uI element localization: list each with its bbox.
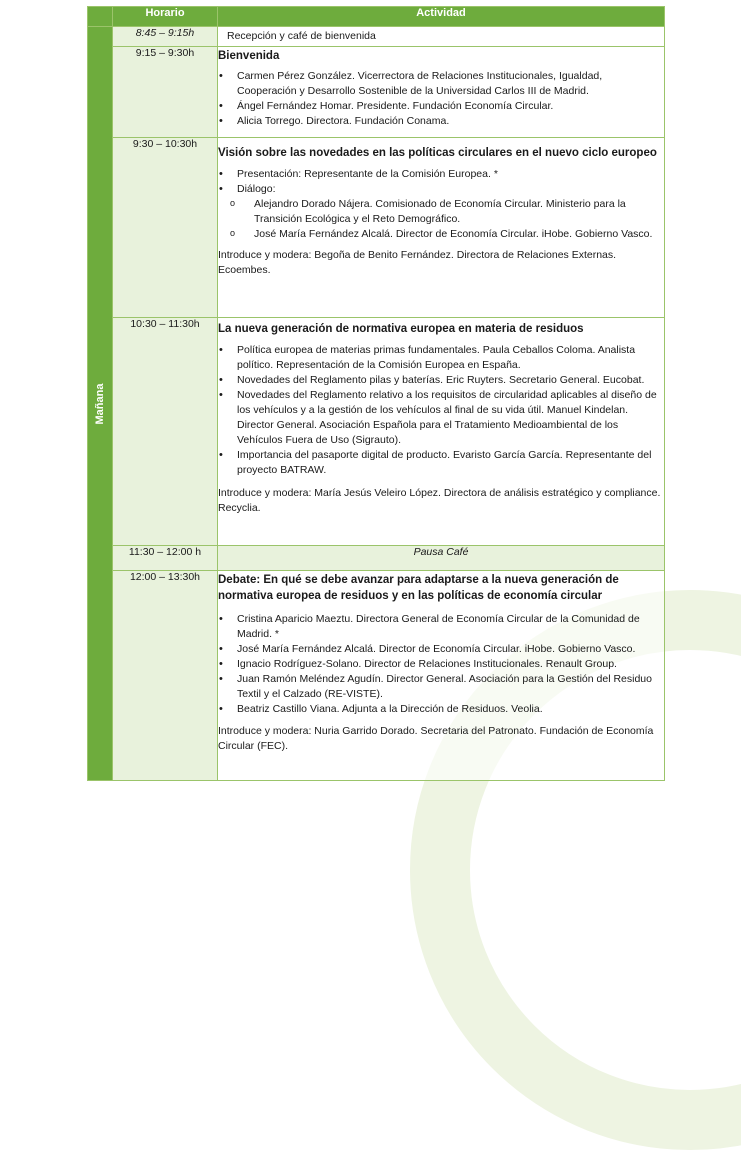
list-item xyxy=(237,182,664,242)
row-time: 11:30 – 12:00 h xyxy=(113,546,218,571)
list-item: • Ignacio Rodríguez-Solano. Director de Relaciones Institucionales. Renault Group. xyxy=(237,657,664,672)
header-row xyxy=(88,7,665,27)
session-title: Bienvenida xyxy=(218,50,280,62)
row-activity xyxy=(218,138,665,318)
moderator-line: Introduce y modera: Begoña de Benito Fernández. Directora de Relaciones Externas. Ecoembes. xyxy=(218,249,617,276)
row-time: 12:00 – 13:30h xyxy=(113,571,218,781)
list-item: • Beatriz Castillo Viana. Adjunta a la Dirección de Residuos. Veolia. xyxy=(237,702,664,717)
speaker-list xyxy=(218,69,664,129)
list-item: • Ángel Fernández Homar. Presidente. Fundación Economía Circular. xyxy=(237,99,664,114)
agenda-table xyxy=(87,6,665,781)
moderator-line: Introduce y modera: María Jesús Veleiro López. Directora de análisis estratégico y compliance. Recyclia. xyxy=(218,487,661,514)
list-item: • Carmen Pérez González. Vicerrectora de Relaciones Institucionales, Igualdad, Cooperación y Desarrollo Sostenible de la Universidad Carlos III de Madrid. xyxy=(237,69,664,99)
row-activity xyxy=(218,47,665,138)
session-label: Mañana xyxy=(94,383,106,424)
sub-list xyxy=(218,197,664,242)
session-title: Debate: En qué se debe avanzar para adaptarse a la nueva generación de normativa europea de residuos y en las políticas de economía circular xyxy=(218,574,619,602)
sub-list-item: o Alejandro Dorado Nájera. Comisionado de Economía Circular. Ministerio para la Transición Ecológica y el Reto Demográfico. xyxy=(254,197,664,227)
agenda-row xyxy=(88,27,665,47)
list-item: • Cristina Aparicio Maeztu. Directora General de Economía Circular de la Comunidad de Madrid. * xyxy=(237,612,664,642)
row-activity xyxy=(218,571,665,781)
list-item: • Presentación: Representante de la Comisión Europea. * xyxy=(237,167,664,182)
list-item: • Juan Ramón Meléndez Agudín. Director General. Asociación para la Gestión del Residuo Textil y el Calzado (RE-VISTE). xyxy=(237,672,664,702)
session-label-cell xyxy=(88,27,113,781)
row-time: 8:45 – 9:15h xyxy=(113,27,218,47)
header-corner xyxy=(88,7,113,27)
speaker-list xyxy=(218,343,664,478)
moderator-line: Introduce y modera: Nuria Garrido Dorado. Secretaria del Patronato. Fundación de Economía Circular (FEC). xyxy=(218,725,654,752)
row-activity: Pausa Café xyxy=(218,546,665,571)
agenda-row xyxy=(88,571,665,781)
speaker-list xyxy=(218,612,664,717)
list-item: • Novedades del Reglamento relativo a los requisitos de circularidad aplicables al diseño de los vehículos y a la gestión de los vehículos al final de su vida útil. Manuel Kindelan. Director General. Asociación Española para el Tratamiento Medioambiental de los Vehículos Fuera de Uso (Sigrauto). xyxy=(237,388,664,448)
row-activity xyxy=(218,318,665,546)
header-actividad: Actividad xyxy=(218,7,665,27)
session-title: Visión sobre las novedades en las políticas circulares en el nuevo ciclo europeo xyxy=(218,147,657,159)
list-item: • Importancia del pasaporte digital de producto. Evaristo García García. Representante del proyecto BATRAW. xyxy=(237,448,664,478)
agenda-row xyxy=(88,318,665,546)
row-time: 9:30 – 10:30h xyxy=(113,138,218,318)
session-title: La nueva generación de normativa europea en materia de residuos xyxy=(218,323,584,335)
agenda-row xyxy=(88,546,665,571)
list-item-label: Diálogo: xyxy=(237,183,276,195)
header-horario: Horario xyxy=(113,7,218,27)
list-item: • Novedades del Reglamento pilas y baterías. Eric Ruyters. Secretario General. Eucobat. xyxy=(237,373,664,388)
list-item: • Política europea de materias primas fundamentales. Paula Ceballos Coloma. Analista político. Representación de la Comisión Europea en España. xyxy=(237,343,664,373)
speaker-list xyxy=(218,167,664,242)
list-item: • Alicia Torrego. Directora. Fundación Conama. xyxy=(237,114,664,129)
sub-list-item: o José María Fernández Alcalá. Director de Economía Circular. iHobe. Gobierno Vasco. xyxy=(254,227,664,242)
row-time: 9:15 – 9:30h xyxy=(113,47,218,138)
list-item: • José María Fernández Alcalá. Director de Economía Circular. iHobe. Gobierno Vasco. xyxy=(237,642,664,657)
row-activity: Recepción y café de bienvenida xyxy=(218,27,665,47)
agenda-row xyxy=(88,138,665,318)
agenda-row xyxy=(88,47,665,138)
row-time: 10:30 – 11:30h xyxy=(113,318,218,546)
